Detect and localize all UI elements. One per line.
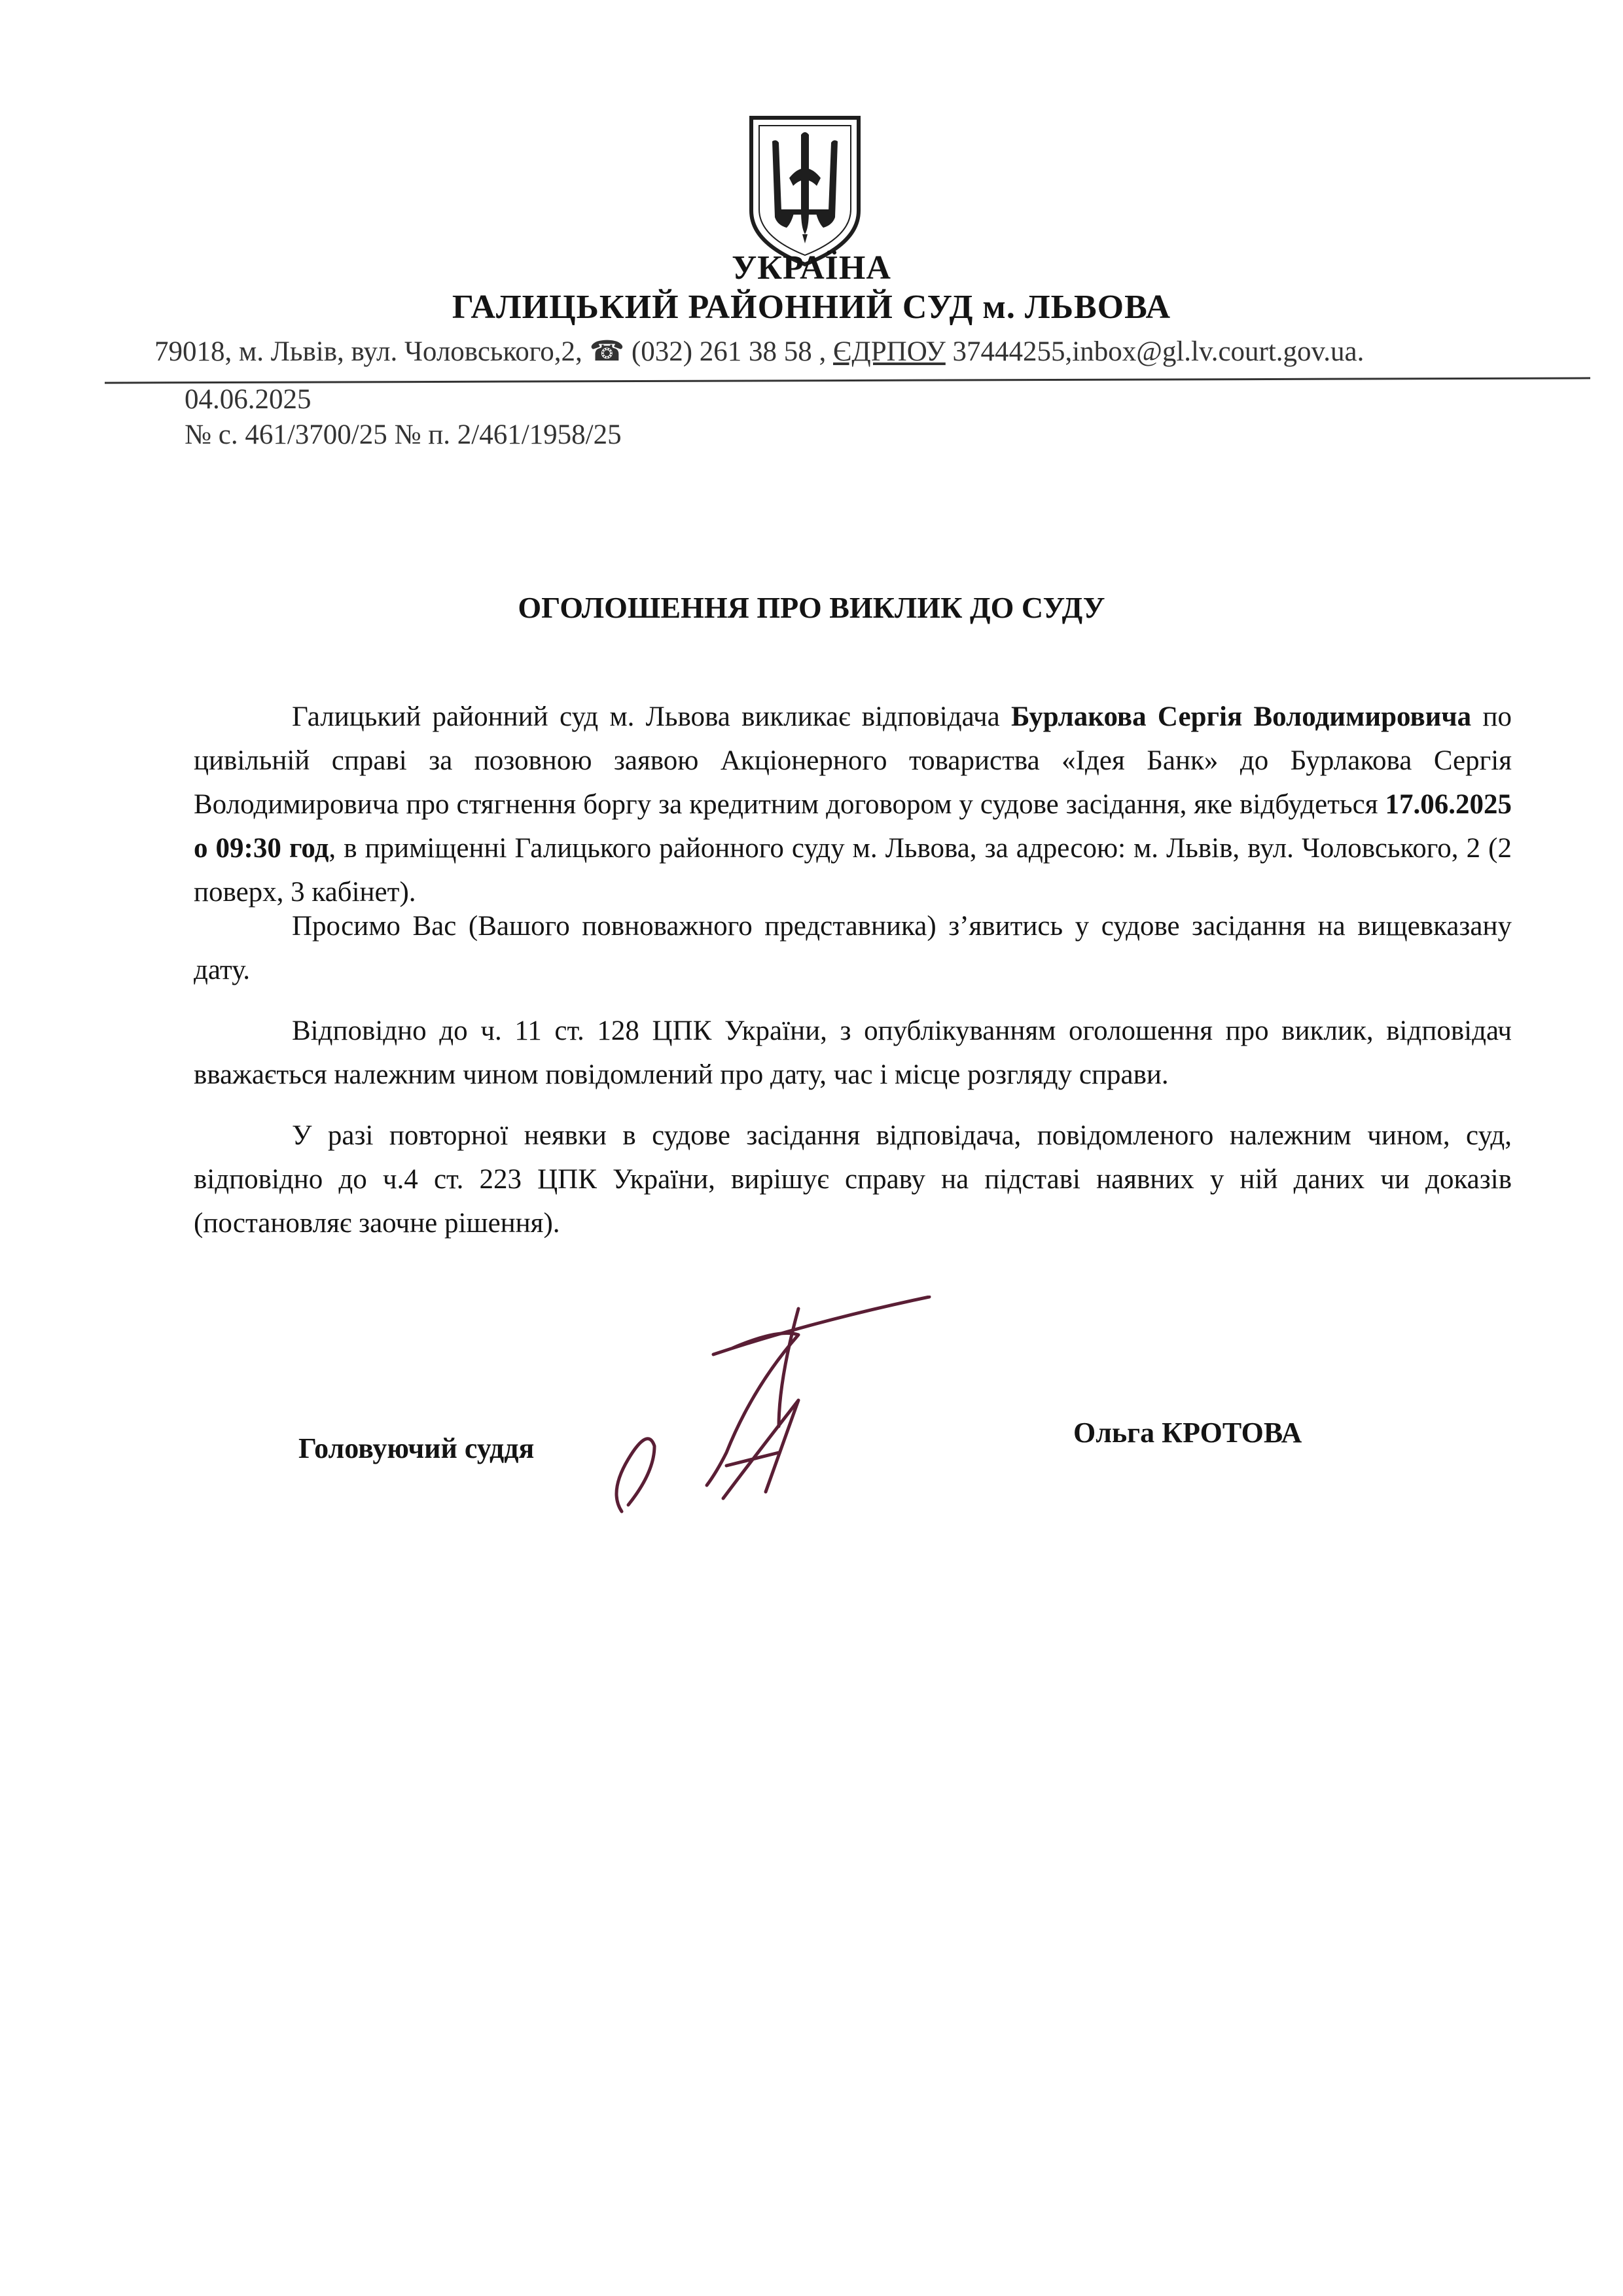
document-title: ОГОЛОШЕННЯ ПРО ВИКЛИК ДО СУДУ (518, 591, 1105, 624)
phone-icon: ☎ (589, 336, 625, 367)
signature-image (582, 1296, 969, 1518)
paragraph-text: по цивільній справі за позовною заявою Акціонерного товариства «Ідея Банк» до Бурлакова Сергія Володимировича про стягнення боргу за кредитним договором у судове засідання, яке відбудеться (194, 701, 1512, 820)
paragraph-text: Відповідно до ч. 11 ст. 128 ЦПК України, з опублікуванням оголошення про виклик, відповідач вважається належним чином повідомлений про дату, час і місце розгляду справи. (194, 1016, 1512, 1090)
paragraph-text: , в приміщенні Галицького районного суду м. Львова, за адресою: м. Львів, вул. Чоловського, 2 (2 поверх, 3 кабінет). (194, 833, 1512, 908)
body-paragraph-1 (194, 695, 1512, 914)
hearing-datetime: 17.06.2025 о 09:30 год (194, 789, 1512, 864)
coat-of-arms-icon (746, 113, 864, 270)
document-date: 04.06.2025 (185, 384, 312, 415)
case-number: № с. 461/3700/25 № п. 2/461/1958/25 (185, 419, 622, 450)
paragraph-text: У разі повторної неявки в судове засідання відповідача, повідомленого належним чином, суд, відповідно до ч.4 ст. 223 ЦПК України, вирішує справу на підставі наявних у ній даних чи доказів (постановляє заочне рішення). (194, 1120, 1512, 1239)
defendant-name: Бурлакова Сергія Володимировича (1010, 701, 1472, 732)
body-paragraph-2 (194, 904, 1512, 992)
phone-number: (032) 261 38 58 , (624, 336, 834, 367)
edrpou-label: ЄДРПОУ (833, 336, 946, 367)
court-name-heading: ГАЛИЦЬКИЙ РАЙОННИЙ СУД м. ЛЬВОВА (452, 289, 1171, 326)
header-divider (105, 377, 1590, 383)
judge-title: Головуючий суддя (298, 1432, 535, 1464)
address-text: 79018, м. Львів, вул. Чоловського,2, (154, 336, 590, 367)
court-address-line (154, 335, 1364, 368)
paragraph-text: Галицький районний суд м. Львова викликає відповідача (292, 701, 1011, 732)
country-heading: УКРАЇНА (732, 249, 891, 287)
body-paragraph-3 (194, 1009, 1512, 1097)
body-paragraph-4 (194, 1114, 1512, 1245)
paragraph-text: Просимо Вас (Вашого повноважного представника) з’явитись у судове засідання на вищевказану дату. (194, 911, 1512, 985)
judge-name: Ольга КРОТОВА (1073, 1417, 1302, 1449)
edrpou-and-email: 37444255,inbox@gl.lv.court.gov.ua. (945, 336, 1364, 367)
